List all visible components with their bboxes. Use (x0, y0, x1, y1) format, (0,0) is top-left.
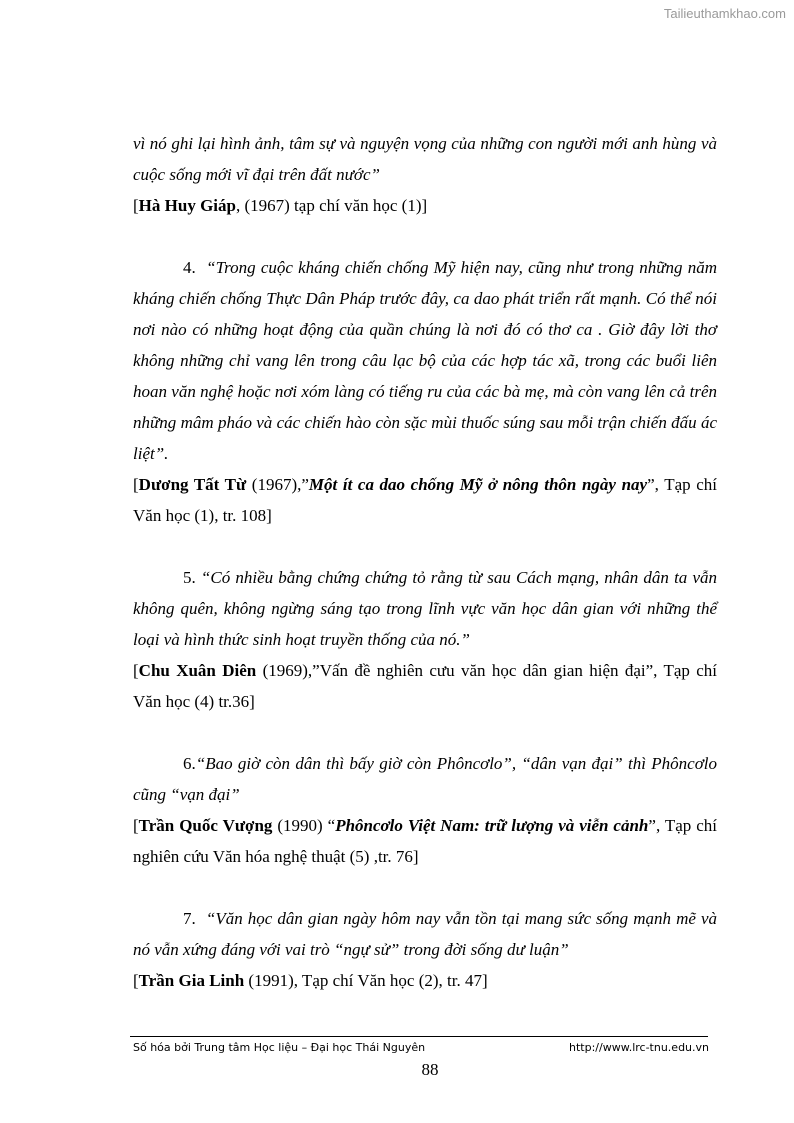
ref-details: ”, Tạp chí Văn học (1), tr. 108] (133, 475, 717, 525)
item-number: 5. (183, 568, 196, 587)
ref-bracket: [ (133, 661, 139, 680)
item-number: 7. (183, 909, 196, 928)
ref-author: Dương Tất Từ (138, 475, 247, 494)
ref-author: Chu Xuân Diên (138, 661, 257, 680)
ref-title: Phôncơlo Việt Nam: trữ lượng và viễn cảnh (335, 816, 649, 835)
ref-bracket: [ (133, 971, 139, 990)
footer-url[interactable]: http://www.lrc-tnu.edu.vn (569, 1041, 709, 1054)
ref-author: Trần Gia Linh (138, 971, 245, 990)
ref-bracket: [ (133, 196, 139, 215)
page-content (133, 128, 717, 996)
ref-year: (1967),” (246, 475, 309, 494)
ref-details: (1991), Tạp chí Văn học (2), tr. 47] (244, 971, 488, 990)
ref-details: (1969),”Vấn đề nghiên cưu văn học dân gian hiện đại”, Tạp chí Văn học (4) tr.36] (133, 661, 717, 711)
quote-body: “Bao giờ còn dân thì bấy giờ còn Phôncơlo”, “dân vạn đại” thì Phôncơlo cũng “vạn đại” (133, 754, 717, 804)
ref-year: (1990) “ (272, 816, 336, 835)
ref-bracket: [ (133, 475, 139, 494)
quote-3-reference (133, 190, 717, 221)
quote-body: “Trong cuộc kháng chiến chống Mỹ hiện nay, cũng như trong những năm kháng chiến chống Thực Dân Pháp trước đây, ca dao phát triển rất mạnh. Có thể nói nơi nào có những hoạt động của quần chúng là nơi đó có thơ ca . Giờ đây lời thơ không những chỉ vang lên trong câu lạc bộ của các hợp tác xã, trong các buổi liên hoan văn nghệ hoặc nơi xóm làng có tiếng ru của các bà mẹ, mà còn vang lên cả trên những mâm pháo và các chiến hào còn sặc mùi thuốc súng sau mỗi trận chiến đấu ác liệt”. (133, 258, 718, 463)
quote-body: “Văn học dân gian ngày hôm nay vẫn tồn tại mang sức sống mạnh mẽ và nó vẫn xứng đáng với vai trò “ngự sử” trong đời sống dư luận” (133, 909, 718, 959)
quote-body: “Có nhiều bằng chứng chứng tỏ rằng từ sau Cách mạng, nhân dân ta vẫn không quên, không ngừng sáng tạo trong lĩnh vực văn học dân gian với những thể loại và hình thức sinh hoạt truyền thống của nó.” (133, 568, 718, 649)
quote-7-reference (133, 965, 717, 996)
footer-divider (130, 1036, 708, 1037)
quote-7-text (133, 903, 717, 965)
ref-author: Hà Huy Giáp (138, 196, 236, 215)
quote-6-text (133, 748, 717, 810)
quote-4-reference (133, 469, 717, 531)
ref-author: Trần Quốc Vượng (138, 816, 273, 835)
watermark: Tailieuthamkhao.com (663, 6, 786, 21)
ref-title: Một ít ca dao chống Mỹ ở nông thôn ngày nay (308, 475, 648, 494)
ref-bracket: [ (133, 816, 139, 835)
item-number: 6. (183, 754, 196, 773)
ref-details: ”, Tạp chí nghiên cứu Văn hóa nghệ thuật (5) ,tr. 76] (133, 816, 717, 866)
page-number: 88 (421, 1060, 439, 1079)
footer-source: Số hóa bởi Trung tâm Học liệu – Đại học Thái Nguyên (133, 1041, 426, 1054)
quote-5-reference (133, 655, 717, 717)
item-number: 4. (183, 258, 196, 277)
quote-5-text (133, 562, 717, 655)
quote-4-text (133, 252, 717, 469)
quote-6-reference (133, 810, 717, 872)
ref-details: , (1967) tạp chí văn học (1)] (235, 196, 428, 215)
footer (133, 1041, 709, 1054)
quote-3-text: vì nó ghi lại hình ảnh, tâm sự và nguyện vọng của những con người mới anh hùng và cuộc sống mới vĩ đại trên đất nước” (133, 134, 717, 184)
